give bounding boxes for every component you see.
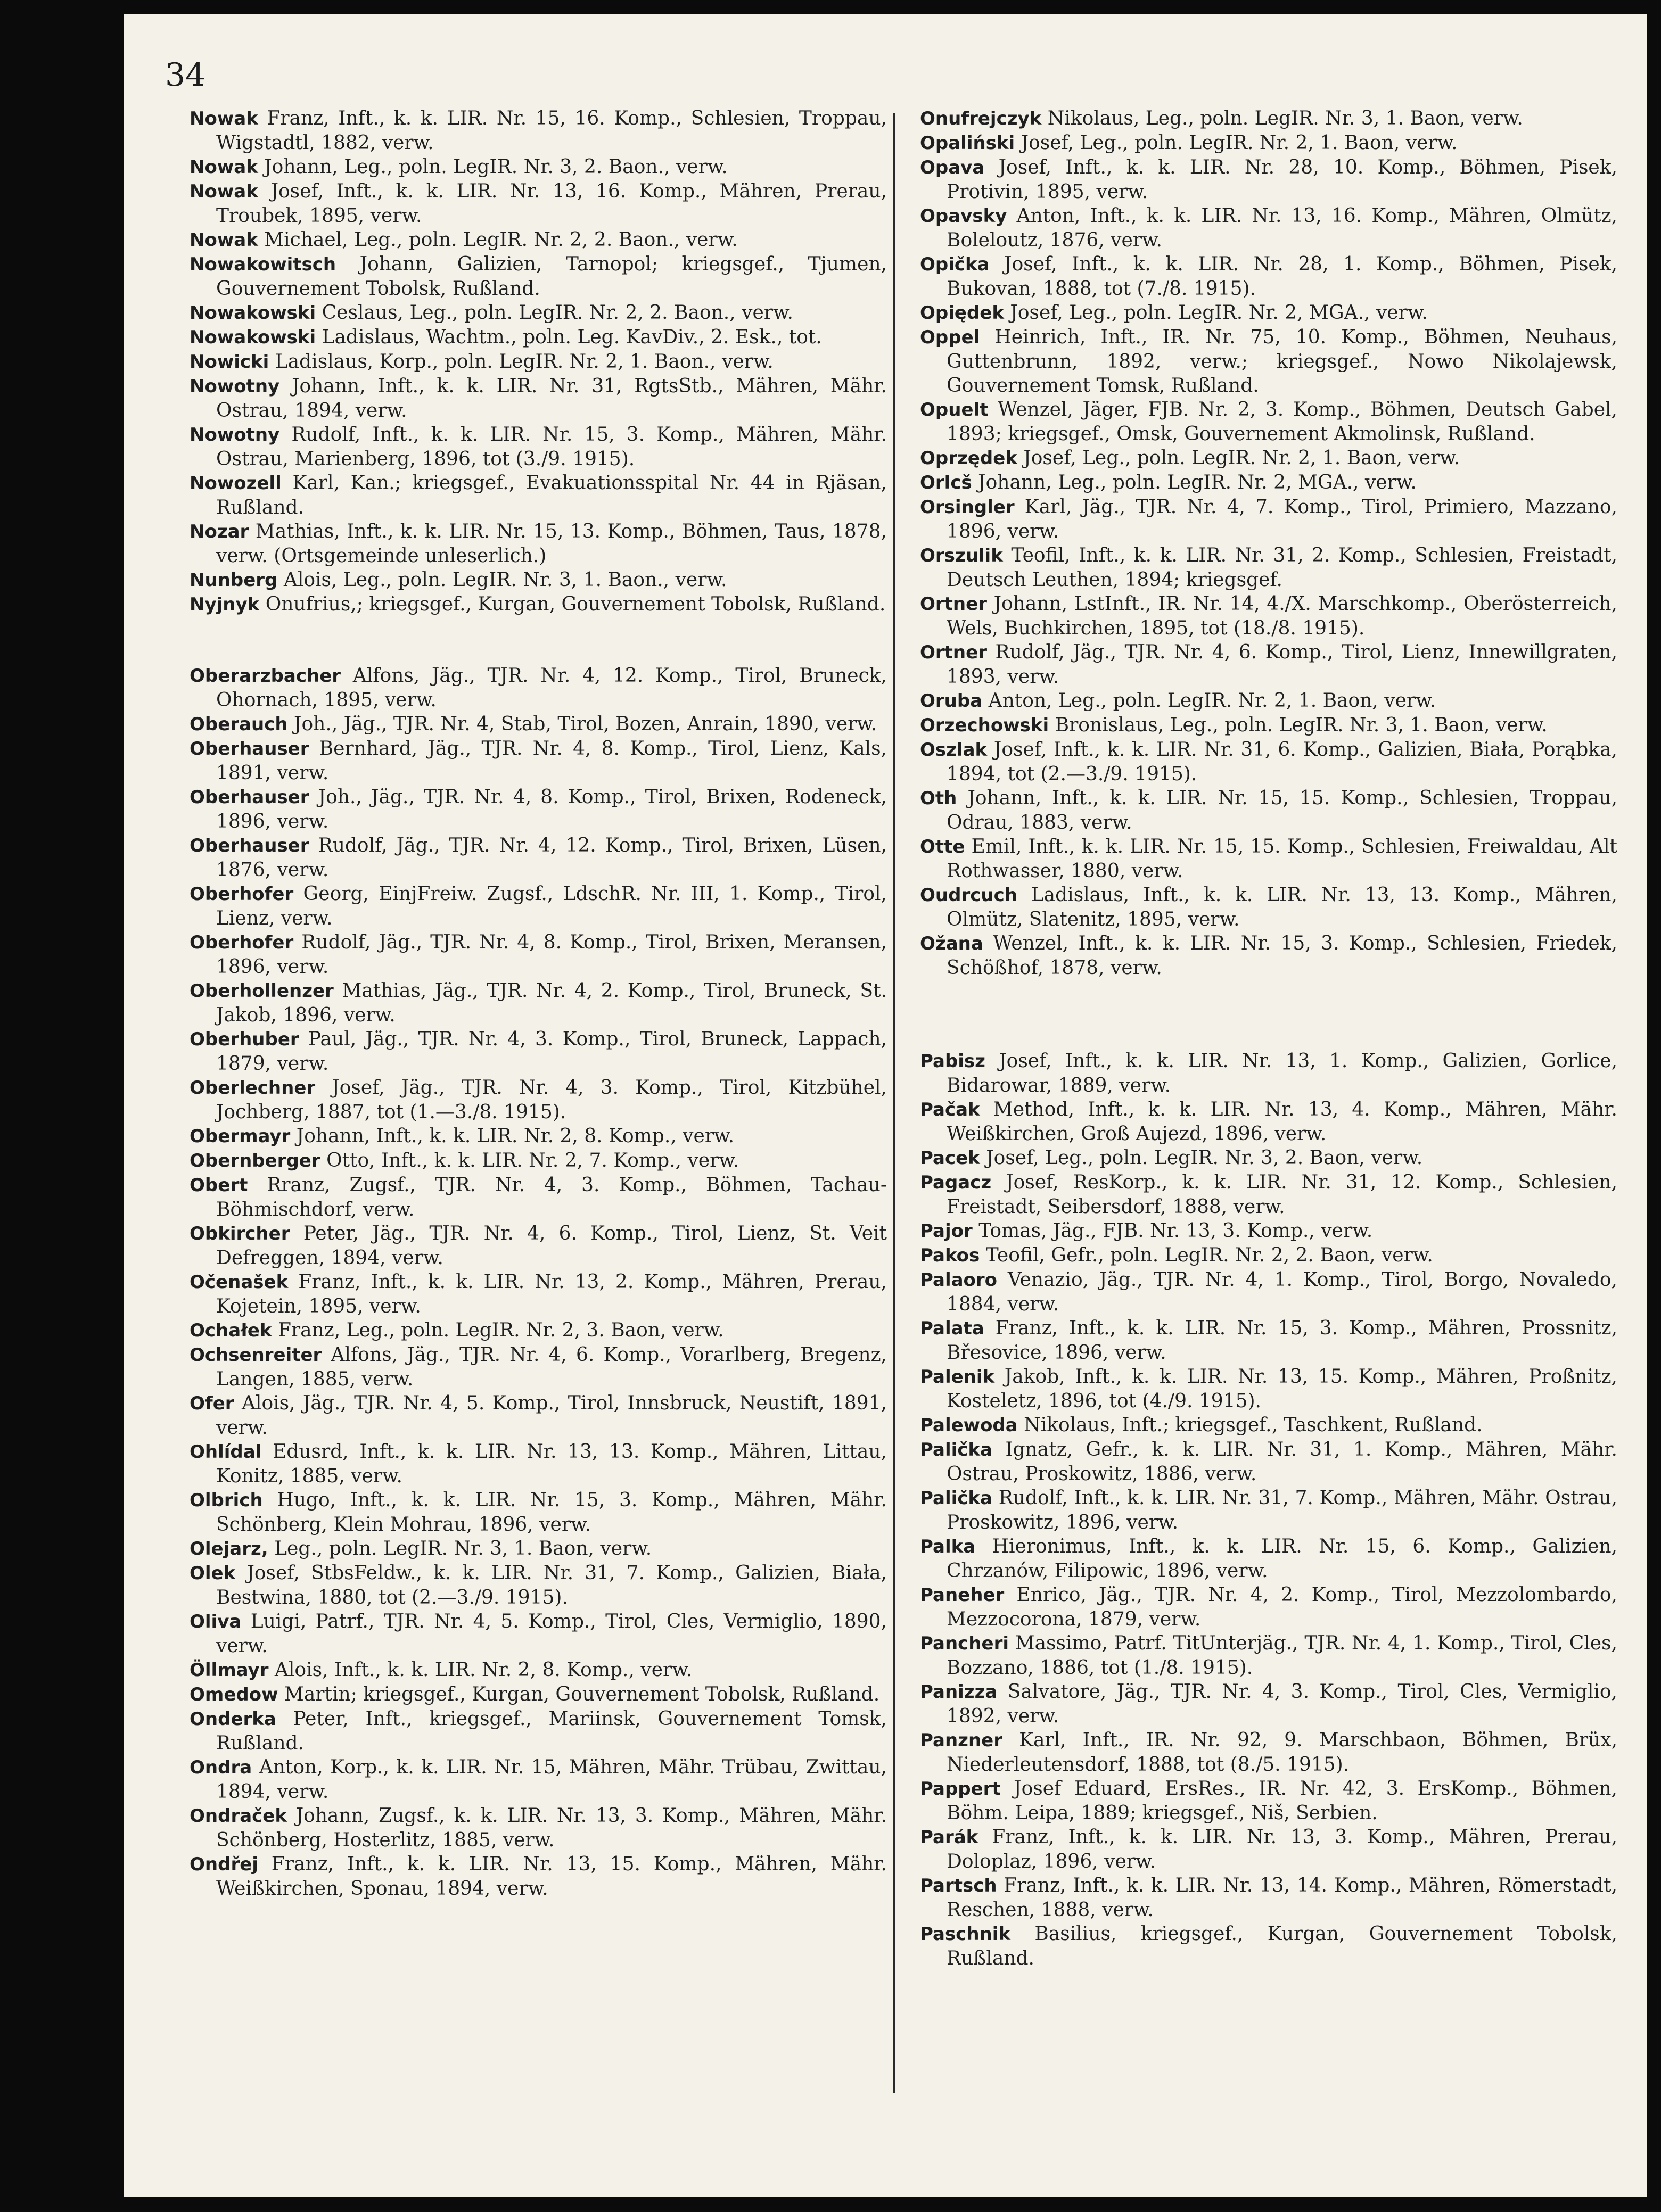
entry-surname: Nowotny: [190, 376, 280, 397]
entry-surname: Opička: [920, 254, 990, 275]
entry-details: Johann, Leg., poln. LegIR. Nr. 3, 2. Baon., verw.: [264, 156, 728, 178]
entry-surname: Oberhofer: [190, 884, 294, 905]
register-entry: [190, 423, 887, 471]
entry-details: Josef, Leg., poln. LegIR. Nr. 2, 1. Baon, verw.: [1021, 132, 1458, 154]
register-entry: [190, 374, 887, 423]
entry-details: Enrico, Jäg., TJR. Nr. 4, 2. Komp., Tirol, Mezzolombardo, Mezzocorona, 1879, verw.: [947, 1584, 1617, 1630]
entry-details: Emil, Inft., k. k. LIR. Nr. 15, 15. Komp., Schlesien, Freiwaldau, Alt Rothwasser, 1880, verw.: [947, 836, 1617, 882]
register-entry: [920, 1097, 1617, 1146]
register-entry: [920, 131, 1617, 155]
entry-details: Josef, Jäg., TJR. Nr. 4, 3. Komp., Tirol, Kitzbühel, Jochberg, 1887, tot (1.—3./8. 1915).: [216, 1077, 887, 1123]
entry-surname: Orzechowski: [920, 715, 1049, 736]
entry-surname: Nowak: [190, 108, 258, 129]
entry-details: Alois, Leg., poln. LegIR. Nr. 3, 1. Baon., verw.: [283, 569, 727, 591]
register-entry: [190, 1149, 887, 1173]
entry-surname: Opaliński: [920, 133, 1015, 154]
register-entry: [190, 930, 887, 979]
entry-details: Josef, Inft., k. k. LIR. Nr. 13, 1. Komp., Galizien, Gorlice, Bidarowar, 1889, verw.: [947, 1050, 1617, 1096]
section-gap: [190, 617, 887, 664]
register-entry: [920, 1728, 1617, 1777]
register-entry: [190, 664, 887, 712]
entry-details: Basilius, kriegsgef., Kurgan, Gouvernement Tobolsk, Rußland.: [947, 1923, 1617, 1969]
entry-surname: Ofer: [190, 1393, 234, 1414]
entry-details: Martin; kriegsgef., Kurgan, Gouvernement Tobolsk, Rußland.: [284, 1683, 880, 1705]
entry-details: Karl, Jäg., TJR. Nr. 4, 7. Komp., Tirol, Primiero, Mazzano, 1896, verw.: [947, 496, 1617, 542]
register-entry: [920, 835, 1617, 883]
entry-surname: Palenik: [920, 1366, 995, 1388]
entry-surname: Nowotny: [190, 424, 280, 445]
register-entry: [920, 1873, 1617, 1922]
register-entry: [920, 883, 1617, 931]
entry-surname: Pačak: [920, 1099, 980, 1120]
register-entry: [190, 979, 887, 1027]
register-entry: [190, 1221, 887, 1270]
entry-surname: Onufrejczyk: [920, 108, 1042, 129]
register-entry: [920, 325, 1617, 398]
entry-surname: Olek: [190, 1563, 236, 1584]
register-entry: [920, 1146, 1617, 1170]
entry-surname: Obernberger: [190, 1150, 320, 1171]
entry-details: Otto, Inft., k. k. LIR. Nr. 2, 7. Komp., verw.: [326, 1150, 739, 1171]
register-entry: [920, 1631, 1617, 1680]
entry-details: Massimo, Patrf. TitUnterjäg., TJR. Nr. 4, 1. Komp., Tirol, Cles, Bozzano, 1886, tot (1./8. 1915).: [947, 1632, 1617, 1679]
entry-details: Tomas, Jäg., FJB. Nr. 13, 3. Komp., verw.: [978, 1220, 1373, 1242]
entry-surname: Olbrich: [190, 1490, 263, 1511]
register-entry: [190, 1027, 887, 1076]
entry-details: Franz, Leg., poln. LegIR. Nr. 2, 3. Baon, verw.: [277, 1319, 724, 1341]
entry-details: Leg., poln. LegIR. Nr. 3, 1. Baon, verw.: [274, 1538, 652, 1559]
entry-surname: Nowicki: [190, 351, 269, 373]
entry-surname: Obkircher: [190, 1223, 290, 1244]
entry-surname: Pagacz: [920, 1172, 992, 1193]
entry-surname: Ochsenreiter: [190, 1344, 322, 1366]
document-page: [124, 14, 1647, 2197]
entry-details: Wenzel, Jäger, FJB. Nr. 2, 3. Komp., Böhmen, Deutsch Gabel, 1893; kriegsgef., Omsk, Gouvernement Akmolinsk, Rußland.: [947, 399, 1617, 445]
entry-details: Teofil, Gefr., poln. LegIR. Nr. 2, 2. Baon, verw.: [985, 1244, 1433, 1266]
entry-surname: Ortner: [920, 593, 987, 615]
register-entry: [920, 252, 1617, 301]
section-gap: [920, 980, 1617, 1049]
register-entry: [190, 519, 887, 568]
register-entry: [190, 1440, 887, 1488]
entry-details: Josef, StbsFeldw., k. k. LIR. Nr. 31, 7. Komp., Galizien, Biała, Bestwina, 1880, tot (2.—3./9. 1915).: [216, 1562, 887, 1608]
register-entry: [920, 1049, 1617, 1097]
entry-surname: Oruba: [920, 690, 983, 712]
entry-details: Alois, Jäg., TJR. Nr. 4, 5. Komp., Tirol, Innsbruck, Neustift, 1891, verw.: [216, 1392, 887, 1439]
entry-details: Alfons, Jäg., TJR. Nr. 4, 6. Komp., Vorarlberg, Bregenz, Langen, 1885, verw.: [216, 1344, 887, 1390]
entry-details: Franz, Inft., k. k. LIR. Nr. 13, 14. Komp., Mähren, Römerstadt, Reschen, 1888, verw.: [947, 1875, 1617, 1921]
entry-details: Alfons, Jäg., TJR. Nr. 4, 12. Komp., Tirol, Bruneck, Ohornach, 1895, verw.: [216, 665, 887, 711]
left-column: [190, 106, 887, 1901]
entry-details: Peter, Jäg., TJR. Nr. 4, 6. Komp., Tirol, Lienz, St. Veit Defreggen, 1894, verw.: [216, 1223, 887, 1269]
entry-surname: Nowak: [190, 156, 258, 178]
entry-details: Nikolaus, Leg., poln. LegIR. Nr. 3, 1. Baon, verw.: [1047, 108, 1523, 129]
register-entry: [190, 301, 887, 325]
entry-details: Mathias, Jäg., TJR. Nr. 4, 2. Komp., Tirol, Bruneck, St. Jakob, 1896, verw.: [216, 980, 887, 1026]
column-divider: [893, 113, 895, 2093]
entry-surname: Obert: [190, 1175, 248, 1196]
entry-details: Luigi, Patrf., TJR. Nr. 4, 5. Komp., Tirol, Cles, Vermiglio, 1890, verw.: [216, 1611, 887, 1657]
entry-details: Peter, Inft., kriegsgef., Mariinsk, Gouvernement Tomsk, Rußland.: [216, 1708, 887, 1754]
register-entry: [190, 1804, 887, 1852]
entry-surname: Oberhollenzer: [190, 980, 334, 1002]
entry-details: Josef, Leg., poln. LegIR. Nr. 2, MGA., verw.: [1010, 302, 1428, 324]
register-entry: [190, 471, 887, 519]
entry-details: Bernhard, Jäg., TJR. Nr. 4, 8. Komp., Tirol, Lienz, Kals, 1891, verw.: [216, 738, 887, 784]
entry-details: Alois, Inft., k. k. LIR. Nr. 2, 8. Komp., verw.: [274, 1659, 693, 1681]
entry-details: Ladislaus, Korp., poln. LegIR. Nr. 2, 1. Baon., verw.: [275, 351, 774, 373]
entry-details: Hieronimus, Inft., k. k. LIR. Nr. 15, 6. Komp., Galizien, Chrzanów, Filipowic, 1896, verw.: [947, 1536, 1617, 1582]
entry-details: Rranz, Zugsf., TJR. Nr. 4, 3. Komp., Böhmen, Tachau-Böhmischdorf, verw.: [216, 1174, 887, 1220]
register-entry: [190, 1852, 887, 1901]
register-entry: [920, 689, 1617, 713]
entry-surname: Nyjnyk: [190, 594, 260, 615]
right-column: [920, 106, 1617, 1970]
entry-details: Wenzel, Inft., k. k. LIR. Nr. 15, 3. Komp., Schlesien, Friedek, Schößhof, 1878, verw.: [947, 932, 1617, 979]
entry-details: Josef Eduard, ErsRes., IR. Nr. 42, 3. ErsKomp., Böhmen, Böhm. Leipa, 1889; kriegsgef., Niš, Serbien.: [947, 1778, 1617, 1824]
entry-details: Johann, Galizien, Tarnopol; kriegsgef., Tjumen, Gouvernement Tobolsk, Rußland.: [216, 253, 887, 300]
entry-details: Josef, Inft., k. k. LIR. Nr. 28, 10. Komp., Böhmen, Pisek, Protivin, 1895, verw.: [947, 156, 1617, 203]
entry-surname: Nowak: [190, 181, 258, 202]
entry-details: Rudolf, Jäg., TJR. Nr. 4, 8. Komp., Tirol, Brixen, Meransen, 1896, verw.: [216, 931, 887, 978]
entry-surname: Pakos: [920, 1245, 980, 1266]
register-entry: [920, 1680, 1617, 1728]
entry-surname: Očenašek: [190, 1272, 289, 1293]
register-entry: [920, 155, 1617, 204]
entry-surname: Pabisz: [920, 1051, 985, 1072]
entry-surname: Nowakowski: [190, 302, 316, 324]
entry-surname: Oth: [920, 788, 957, 809]
register-entry: [190, 1318, 887, 1343]
entry-surname: Oberhofer: [190, 932, 294, 953]
entry-surname: Oberhauser: [190, 738, 309, 760]
entry-details: Franz, Inft., k. k. LIR. Nr. 13, 15. Komp., Mähren, Mähr. Weißkirchen, Sponau, 1894, verw.: [216, 1853, 887, 1900]
entry-surname: Ortner: [920, 642, 987, 663]
entry-surname: Palka: [920, 1536, 976, 1557]
register-entry: [920, 1316, 1617, 1365]
entry-details: Anton, Korp., k. k. LIR. Nr. 15, Mähren, Mähr. Trübau, Zwittau, 1894, verw.: [216, 1756, 887, 1803]
page-number: 34: [165, 56, 206, 94]
entry-surname: Ochałek: [190, 1320, 272, 1341]
entry-surname: Nunberg: [190, 569, 278, 591]
entry-surname: Oliva: [190, 1611, 242, 1632]
register-entry: [190, 592, 887, 617]
register-entry: [920, 301, 1617, 325]
register-entry: [190, 179, 887, 228]
entry-surname: Panzner: [920, 1730, 1002, 1751]
entry-details: Johann, Leg., poln. LegIR. Nr. 2, MGA., verw.: [978, 472, 1417, 493]
right-group-1: [920, 106, 1617, 980]
entry-details: Johann, Inft., k. k. LIR. Nr. 31, RgtsStb., Mähren, Mähr. Ostrau, 1894, verw.: [216, 375, 887, 422]
register-entry: [190, 1173, 887, 1221]
entry-details: Josef, Leg., poln. LegIR. Nr. 3, 2. Baon, verw.: [986, 1147, 1423, 1169]
entry-details: Ignatz, Gefr., k. k. LIR. Nr. 31, 1. Komp., Mähren, Mähr. Ostrau, Proskowitz, 1886, verw.: [947, 1439, 1617, 1485]
entry-surname: Onderka: [190, 1708, 276, 1730]
register-entry: [920, 106, 1617, 131]
register-entry: [190, 1270, 887, 1318]
register-entry: [190, 882, 887, 930]
entry-details: Johann, Inft., k. k. LIR. Nr. 15, 15. Komp., Schlesien, Troppau, Odrau, 1883, verw.: [947, 787, 1617, 833]
register-entry: [190, 325, 887, 350]
entry-details: Salvatore, Jäg., TJR. Nr. 4, 3. Komp., Tirol, Cles, Vermiglio, 1892, verw.: [947, 1681, 1617, 1727]
register-entry: [920, 786, 1617, 835]
entry-surname: Nowak: [190, 229, 258, 251]
register-entry: [920, 1268, 1617, 1316]
register-entry: [920, 1534, 1617, 1583]
entry-surname: Ondraček: [190, 1805, 287, 1827]
register-entry: [920, 446, 1617, 471]
register-entry: [190, 737, 887, 785]
entry-details: Heinrich, Inft., IR. Nr. 75, 10. Komp., Böhmen, Neuhaus, Guttenbrunn, 1892, verw.; kriegsgef., Nowo Nikolajewsk, Gouvernement Tomsk, Rußland.: [947, 326, 1618, 397]
entry-details: Rudolf, Inft., k. k. LIR. Nr. 15, 3. Komp., Mähren, Mähr. Ostrau, Marienberg, 1896, tot (3./9. 1915).: [216, 424, 887, 470]
register-entry: [190, 1658, 887, 1682]
entry-surname: Paneher: [920, 1584, 1005, 1606]
entry-surname: Oberhauser: [190, 835, 309, 856]
entry-surname: Palaoro: [920, 1269, 998, 1291]
entry-surname: Öllmayr: [190, 1660, 269, 1681]
register-entry: [920, 1486, 1617, 1534]
entry-surname: Orsingler: [920, 497, 1015, 518]
entry-surname: Orszulik: [920, 545, 1003, 566]
register-entry: [920, 1922, 1617, 1970]
register-entry: [920, 931, 1617, 980]
entry-details: Rudolf, Inft., k. k. LIR. Nr. 31, 7. Komp., Mähren, Mähr. Ostrau, Proskowitz, 1896, verw.: [947, 1487, 1617, 1533]
register-entry: [920, 738, 1617, 786]
register-entry: [920, 543, 1617, 592]
entry-surname: Paschnik: [920, 1924, 1011, 1945]
register-entry: [190, 1537, 887, 1561]
register-entry: [920, 1413, 1617, 1438]
entry-details: Karl, Kan.; kriegsgef., Evakuationsspital Nr. 44 in Rjäsan, Rußland.: [216, 472, 887, 518]
register-entry: [920, 1365, 1617, 1413]
register-entry: [920, 495, 1617, 543]
entry-surname: Pajor: [920, 1220, 973, 1242]
entry-details: Edusrd, Inft., k. k. LIR. Nr. 13, 13. Komp., Mähren, Littau, Konitz, 1885, verw.: [216, 1441, 887, 1487]
register-entry: [190, 1124, 887, 1149]
entry-details: Ladislaus, Wachtm., poln. Leg. KavDiv., 2. Esk., tot.: [322, 326, 822, 348]
entry-surname: Oberlechner: [190, 1077, 316, 1099]
register-entry: [190, 785, 887, 833]
entry-details: Ladislaus, Inft., k. k. LIR. Nr. 13, 13. Komp., Mähren, Olmütz, Slatenitz, 1895, verw.: [947, 884, 1617, 930]
entry-details: Franz, Inft., k. k. LIR. Nr. 15, 3. Komp., Mähren, Prossnitz, Břesovice, 1896, verw.: [947, 1317, 1617, 1364]
entry-details: Joh., Jäg., TJR. Nr. 4, Stab, Tirol, Bozen, Anrain, 1890, verw.: [294, 713, 877, 735]
entry-surname: Ožana: [920, 933, 983, 954]
register-entry: [190, 252, 887, 301]
entry-surname: Opiędek: [920, 302, 1004, 324]
entry-details: Franz, Inft., k. k. LIR. Nr. 13, 2. Komp., Mähren, Prerau, Kojetein, 1895, verw.: [216, 1271, 887, 1317]
entry-details: Rudolf, Jäg., TJR. Nr. 4, 12. Komp., Tirol, Brixen, Lüsen, 1876, verw.: [216, 835, 887, 881]
register-entry: [920, 1170, 1617, 1219]
entry-surname: Palewoda: [920, 1415, 1018, 1436]
entry-surname: Omedow: [190, 1684, 278, 1705]
entry-surname: Oberhauser: [190, 787, 309, 808]
entry-surname: Oszlak: [920, 739, 988, 761]
register-entry: [920, 398, 1617, 446]
entry-surname: Nowakowitsch: [190, 254, 336, 275]
register-entry: [190, 1488, 887, 1537]
entry-surname: Oprzędek: [920, 448, 1017, 469]
entry-surname: Ondřej: [190, 1854, 258, 1875]
register-entry: [920, 204, 1617, 252]
entry-details: Josef, Inft., k. k. LIR. Nr. 13, 16. Komp., Mähren, Prerau, Troubek, 1895, verw.: [216, 180, 887, 227]
entry-details: Franz, Inft., k. k. LIR. Nr. 15, 16. Komp., Schlesien, Troppau, Wigstadtl, 1882, verw.: [216, 108, 887, 154]
entry-surname: Pacek: [920, 1148, 980, 1169]
register-entry: [920, 471, 1617, 495]
entry-details: Joh., Jäg., TJR. Nr. 4, 8. Komp., Tirol, Brixen, Rodeneck, 1896, verw.: [216, 786, 887, 832]
entry-details: Method, Inft., k. k. LIR. Nr. 13, 4. Komp., Mähren, Mähr. Weißkirchen, Groß Aujezd, 1896, verw.: [947, 1099, 1617, 1145]
entry-details: Teofil, Inft., k. k. LIR. Nr. 31, 2. Komp., Schlesien, Freistadt, Deutsch Leuthen, 1894; kriegsgef.: [947, 544, 1617, 591]
entry-details: Jakob, Inft., k. k. LIR. Nr. 13, 15. Komp., Mähren, Proßnitz, Kosteletz, 1896, tot (4./9. 1915).: [947, 1366, 1617, 1412]
entry-details: Mathias, Inft., k. k. LIR. Nr. 15, 13. Komp., Böhmen, Taus, 1878, verw. (Ortsgemeinde unleserlich.): [216, 521, 887, 567]
entry-surname: Ohlídal: [190, 1441, 262, 1463]
entry-surname: Otte: [920, 836, 965, 857]
entry-surname: Nozar: [190, 521, 249, 542]
register-entry: [190, 1610, 887, 1658]
entry-details: Onufrius,; kriegsgef., Kurgan, Gouvernement Tobolsk, Rußland.: [265, 593, 886, 615]
register-entry: [920, 640, 1617, 689]
entry-details: Michael, Leg., poln. LegIR. Nr. 2, 2. Baon., verw.: [264, 229, 738, 251]
register-entry: [190, 1707, 887, 1755]
register-entry: [190, 712, 887, 737]
register-entry: [920, 1583, 1617, 1631]
entry-surname: Ondra: [190, 1757, 252, 1778]
register-entry: [190, 155, 887, 179]
register-entry: [920, 1243, 1617, 1268]
entry-details: Johann, LstInft., IR. Nr. 14, 4./X. Marschkomp., Oberösterreich, Wels, Buchkirchen, 1895, tot (18./8. 1915).: [947, 593, 1617, 639]
entry-surname: Orlcš: [920, 472, 972, 493]
entry-surname: Olejarz,: [190, 1538, 268, 1559]
register-entry: [190, 1682, 887, 1707]
register-entry: [190, 1391, 887, 1440]
entry-details: Bronislaus, Leg., poln. LegIR. Nr. 3, 1. Baon, verw.: [1055, 714, 1548, 736]
entry-surname: Oberarzbacher: [190, 665, 341, 687]
entry-details: Paul, Jäg., TJR. Nr. 4, 3. Komp., Tirol, Bruneck, Lappach, 1879, verw.: [216, 1028, 887, 1075]
register-entry: [190, 833, 887, 882]
entry-details: Josef, Inft., k. k. LIR. Nr. 31, 6. Komp., Galizien, Biała, Porąbka, 1894, tot (2.—3./9. 1915).: [947, 739, 1617, 785]
register-entry: [190, 1561, 887, 1610]
register-entry: [920, 1825, 1617, 1873]
register-entry: [190, 228, 887, 252]
entry-details: Karl, Inft., IR. Nr. 92, 9. Marschbaon, Böhmen, Brüx, Niederleutensdorf, 1888, tot (8./5. 1915).: [947, 1729, 1617, 1776]
entry-surname: Nowozell: [190, 473, 282, 494]
register-entry: [920, 1777, 1617, 1825]
entry-surname: Panizza: [920, 1681, 998, 1703]
entry-surname: Pancheri: [920, 1633, 1009, 1654]
register-entry: [190, 568, 887, 592]
entry-details: Venazio, Jäg., TJR. Nr. 4, 1. Komp., Tirol, Borgo, Novaledo, 1884, verw.: [947, 1269, 1617, 1315]
entry-surname: Oudrcuch: [920, 885, 1017, 906]
entry-details: Anton, Inft., k. k. LIR. Nr. 13, 16. Komp., Mähren, Olmütz, Boleloutz, 1876, verw.: [947, 205, 1617, 251]
entry-surname: Palička: [920, 1439, 992, 1460]
entry-details: Josef, ResKorp., k. k. LIR. Nr. 31, 12. Komp., Schlesien, Freistadt, Seibersdorf, 1888, verw.: [947, 1171, 1617, 1218]
right-group-2: [920, 1049, 1617, 1970]
entry-details: Anton, Leg., poln. LegIR. Nr. 2, 1. Baon, verw.: [988, 690, 1436, 712]
entry-surname: Parák: [920, 1827, 978, 1848]
entry-details: Hugo, Inft., k. k. LIR. Nr. 15, 3. Komp., Mähren, Mähr. Schönberg, Klein Mohrau, 1896, verw.: [216, 1489, 887, 1536]
entry-details: Johann, Zugsf., k. k. LIR. Nr. 13, 3. Komp., Mähren, Mähr. Schönberg, Hosterlitz, 1885, verw.: [216, 1805, 887, 1851]
entry-surname: Palička: [920, 1488, 992, 1509]
register-entry: [920, 592, 1617, 640]
entry-surname: Nowakowski: [190, 327, 316, 348]
entry-surname: Oppel: [920, 327, 980, 348]
register-entry: [920, 713, 1617, 738]
entry-details: Josef, Leg., poln. LegIR. Nr. 2, 1. Baon, verw.: [1023, 447, 1460, 469]
register-entry: [190, 1343, 887, 1391]
entry-details: Josef, Inft., k. k. LIR. Nr. 28, 1. Komp., Böhmen, Pisek, Bukovan, 1888, tot (7./8. 1915).: [947, 253, 1617, 300]
entry-details: Ceslaus, Leg., poln. LegIR. Nr. 2, 2. Baon., verw.: [322, 302, 793, 324]
entry-surname: Opuelt: [920, 399, 989, 420]
entry-surname: Oberhuber: [190, 1029, 299, 1050]
register-entry: [920, 1219, 1617, 1243]
entry-surname: Partsch: [920, 1875, 997, 1896]
register-entry: [190, 1755, 887, 1804]
left-group-2: [190, 664, 887, 1901]
register-entry: [190, 106, 887, 155]
register-entry: [190, 350, 887, 374]
entry-details: Georg, EinjFreiw. Zugsf., LdschR. Nr. III, 1. Komp., Tirol, Lienz, verw.: [216, 883, 887, 929]
entry-surname: Oberauch: [190, 714, 288, 735]
entry-surname: Pappert: [920, 1778, 1001, 1800]
entry-details: Rudolf, Jäg., TJR. Nr. 4, 6. Komp., Tirol, Lienz, Innewillgraten, 1893, verw.: [947, 641, 1617, 688]
entry-details: Nikolaus, Inft.; kriegsgef., Taschkent, Rußland.: [1024, 1414, 1483, 1436]
entry-details: Johann, Inft., k. k. LIR. Nr. 2, 8. Komp., verw.: [296, 1125, 735, 1147]
entry-surname: Opavsky: [920, 205, 1007, 227]
register-entry: [920, 1438, 1617, 1486]
entry-surname: Opava: [920, 157, 985, 178]
entry-details: Franz, Inft., k. k. LIR. Nr. 13, 3. Komp., Mähren, Prerau, Doloplaz, 1896, verw.: [947, 1826, 1617, 1872]
register-entry: [190, 1076, 887, 1124]
entry-surname: Obermayr: [190, 1126, 291, 1147]
entry-surname: Palata: [920, 1318, 984, 1339]
left-group-1: [190, 106, 887, 617]
